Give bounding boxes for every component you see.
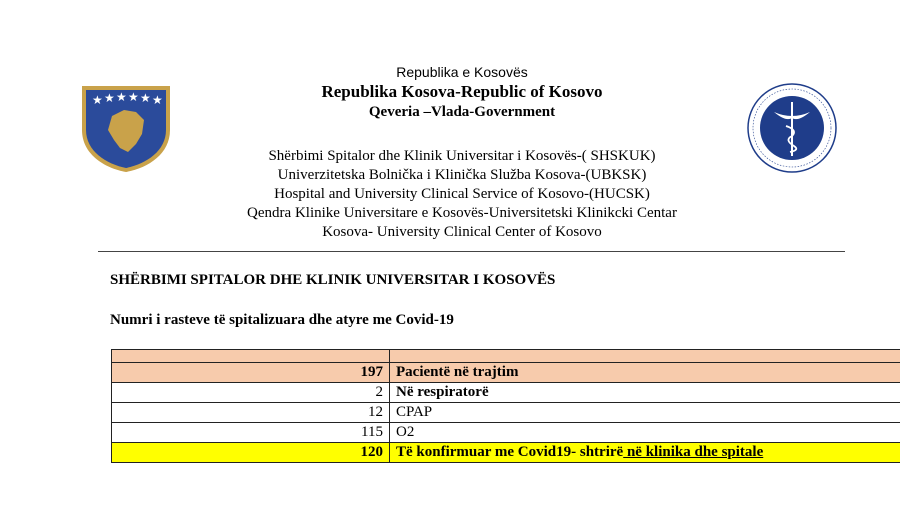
service-line-4: Qendra Klinike Universitare e Kosovës-Universitetski Klinikcki Centar	[247, 205, 677, 221]
svg-text:★: ★	[140, 91, 151, 105]
row-label: O2	[390, 423, 900, 443]
table-row	[112, 383, 900, 403]
svg-text:★: ★	[116, 90, 127, 104]
row-label: Në respiratorë	[390, 383, 900, 403]
row-label-prefix: Të konfirmuar me Covid19- shtrirë	[396, 444, 624, 460]
table-row	[112, 403, 900, 423]
svg-text:★: ★	[104, 91, 115, 105]
government-subtitle: Qeveria –Vlada-Government	[368, 104, 556, 120]
svg-text:★: ★	[128, 90, 139, 104]
row-label: CPAP	[390, 403, 900, 423]
hospitalization-table	[111, 349, 900, 463]
table-row-highlighted	[112, 443, 900, 463]
row-value: 120	[112, 443, 390, 463]
republika-small-title: Republika e Kosovës	[396, 64, 528, 80]
service-line-2: Univerzitetska Bolnička i Klinička Služba Kosova-(UBKSK)	[277, 167, 647, 183]
row-label	[390, 443, 900, 463]
header-divider	[98, 251, 845, 252]
table-header-spacer-row	[112, 350, 900, 363]
svg-text:★: ★	[152, 93, 163, 107]
service-line-5: Kosova- University Clinical Center of Kosovo	[322, 224, 602, 240]
row-value: 197	[112, 363, 390, 383]
table-row	[112, 423, 900, 443]
row-label: Pacientë në trajtim	[390, 363, 900, 383]
row-value: 12	[112, 403, 390, 423]
svg-text:★: ★	[92, 93, 103, 107]
section-heading: SHËRBIMI SPITALOR DHE KLINIK UNIVERSITAR I KOSOVËS	[110, 272, 556, 288]
service-line-1: Shërbimi Spitalor dhe Klinik Universitar i Kosovës-( SHSKUK)	[268, 148, 656, 164]
table-caption: Numri i rasteve të spitalizuara dhe atyre me Covid-19	[110, 312, 454, 328]
row-value: 115	[112, 423, 390, 443]
table-row	[112, 363, 900, 383]
row-value: 2	[112, 383, 390, 403]
republika-main-title: Republika Kosova-Republic of Kosovo	[321, 82, 603, 101]
service-line-3: Hospital and University Clinical Service of Kosovo-(HUCSK)	[274, 186, 650, 202]
row-label-suffix: në klinika dhe spitale	[623, 444, 764, 460]
